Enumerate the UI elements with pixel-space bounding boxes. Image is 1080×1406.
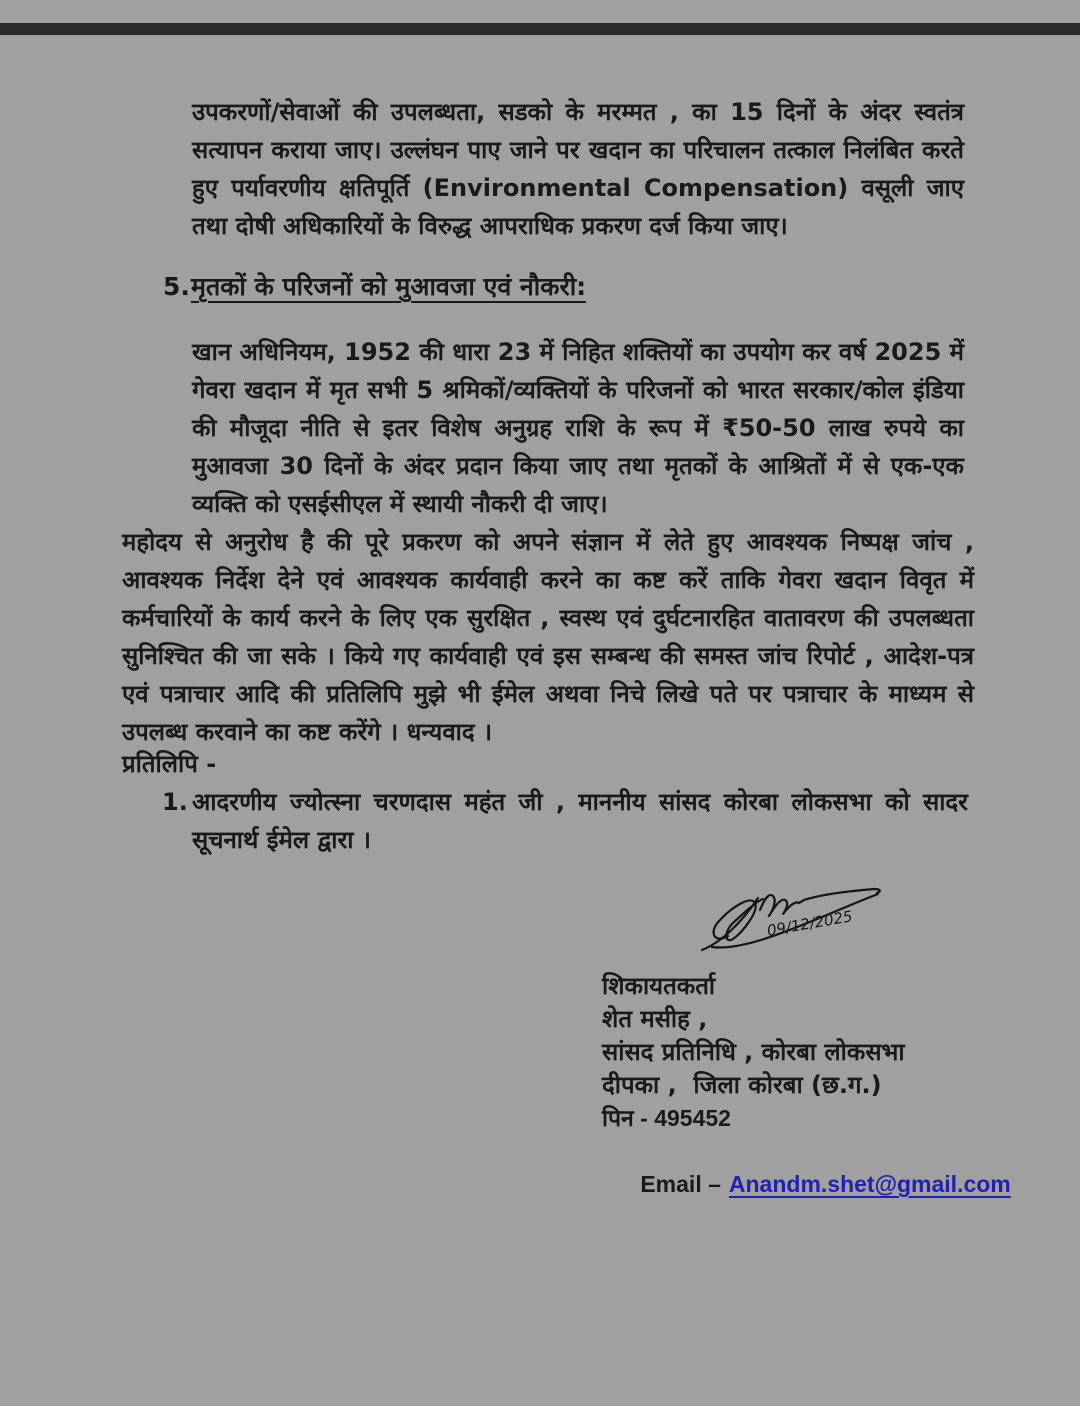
copy-item-text: आदरणीय ज्योत्स्ना चरणदास महंत जी , माननीय सांसद कोरबा लोकसभा को सादर सूचनार्थ ईमेल द्वारा । [192,788,968,854]
complainant-email-line [602,1135,1011,1234]
demand-item-body: खान अधिनियम, 1952 की धारा 23 में निहित शक्तियों का उपयोग कर वर्ष 2025 में गेवरा खदान में मृत सभी 5 श्रमिकों/व्यक्तियों के परिजनों को भारत सरकार/कोल इंडिया की मौजूदा नीति से इतर विशेष अनुग्रह राशि के रूप में ₹50-50 लाख रुपये का मुआवजा 30 दिनों के अंदर प्रदान किया जाए तथा मृतकों के आश्रितों में से एक-एक व्यक्ति को एसईसीएल में स्थायी नौकरी दी जाए। [192,338,964,518]
signature-stroke [714,899,763,940]
complainant-name: शेत मसीह , [602,1005,708,1033]
copy-item-number: 1. [162,788,188,816]
email-label: Email – [640,1171,721,1197]
complainant-pin: पिन - 495452 [602,1105,731,1131]
copy-label: प्रतिलिपि - [122,750,217,778]
signature-date: 09/12/2025 [765,907,854,940]
complainant-address: दीपका , जिला कोरबा (छ.ग.) [602,1071,882,1099]
closing-paragraph: महोदय से अनुरोध है की पूरे प्रकरण को अपने संज्ञान में लेते हुए आवश्यक निष्पक्ष जांच , आवश्यक निर्देश देने एवं आवश्यक कार्यवाही करने का कष्ट करें ताकि गेवरा खदान विवृत में कर्मचारियों के कार्य करने के लिए एक सुरक्षित , स्वस्थ एवं दुर्घटनारहित वातावरण की उपलब्धता सुनिश्चित की जा सके । किये गए कार्यवाही एवं इस सम्बन्ध की समस्त जांच रिपोर्ट , आदेश-पत्र एवं पत्राचार आदि की प्रतिलिपि मुझे भी ईमेल अथवा निचे लिखे पते पर पत्राचार के माध्यम से उपलब्ध करवाने का कष्ट करेंगे । धन्यवाद । [122,528,974,746]
intro-paragraph: उपकरणों/सेवाओं की उपलब्धता, सडको के मरम्मत , का 15 दिनों के अंदर स्वतंत्र सत्यापन कराया जाए। उल्लंघन पाए जाने पर खदान का परिचालन तत्काल निलंबित करते हुए पर्यावरणीय क्षतिपूर्ति (Environmental Compensation) वसूली जाए तथा दोषी अधिकारियों के विरुद्ध आपराधिक प्रकरण दर्ज किया जाए। [192,98,964,240]
complainant-designation: सांसद प्रतिनिधि , कोरबा लोकसभा [602,1038,905,1066]
demand-item-number: 5. [163,272,190,301]
top-divider-bar [0,23,1080,35]
complainant-title: शिकायतकर्ता [602,972,716,1000]
signature-scribble [698,880,898,958]
email-link[interactable]: Anandm.shet@gmail.com [728,1171,1011,1197]
copy-item [162,783,968,859]
demand-item-heading-row [163,271,586,303]
complainant-block [602,970,1011,1234]
demand-item-heading: मृतकों के परिजनों को मुआवजा एवं नौकरी: [191,272,587,301]
